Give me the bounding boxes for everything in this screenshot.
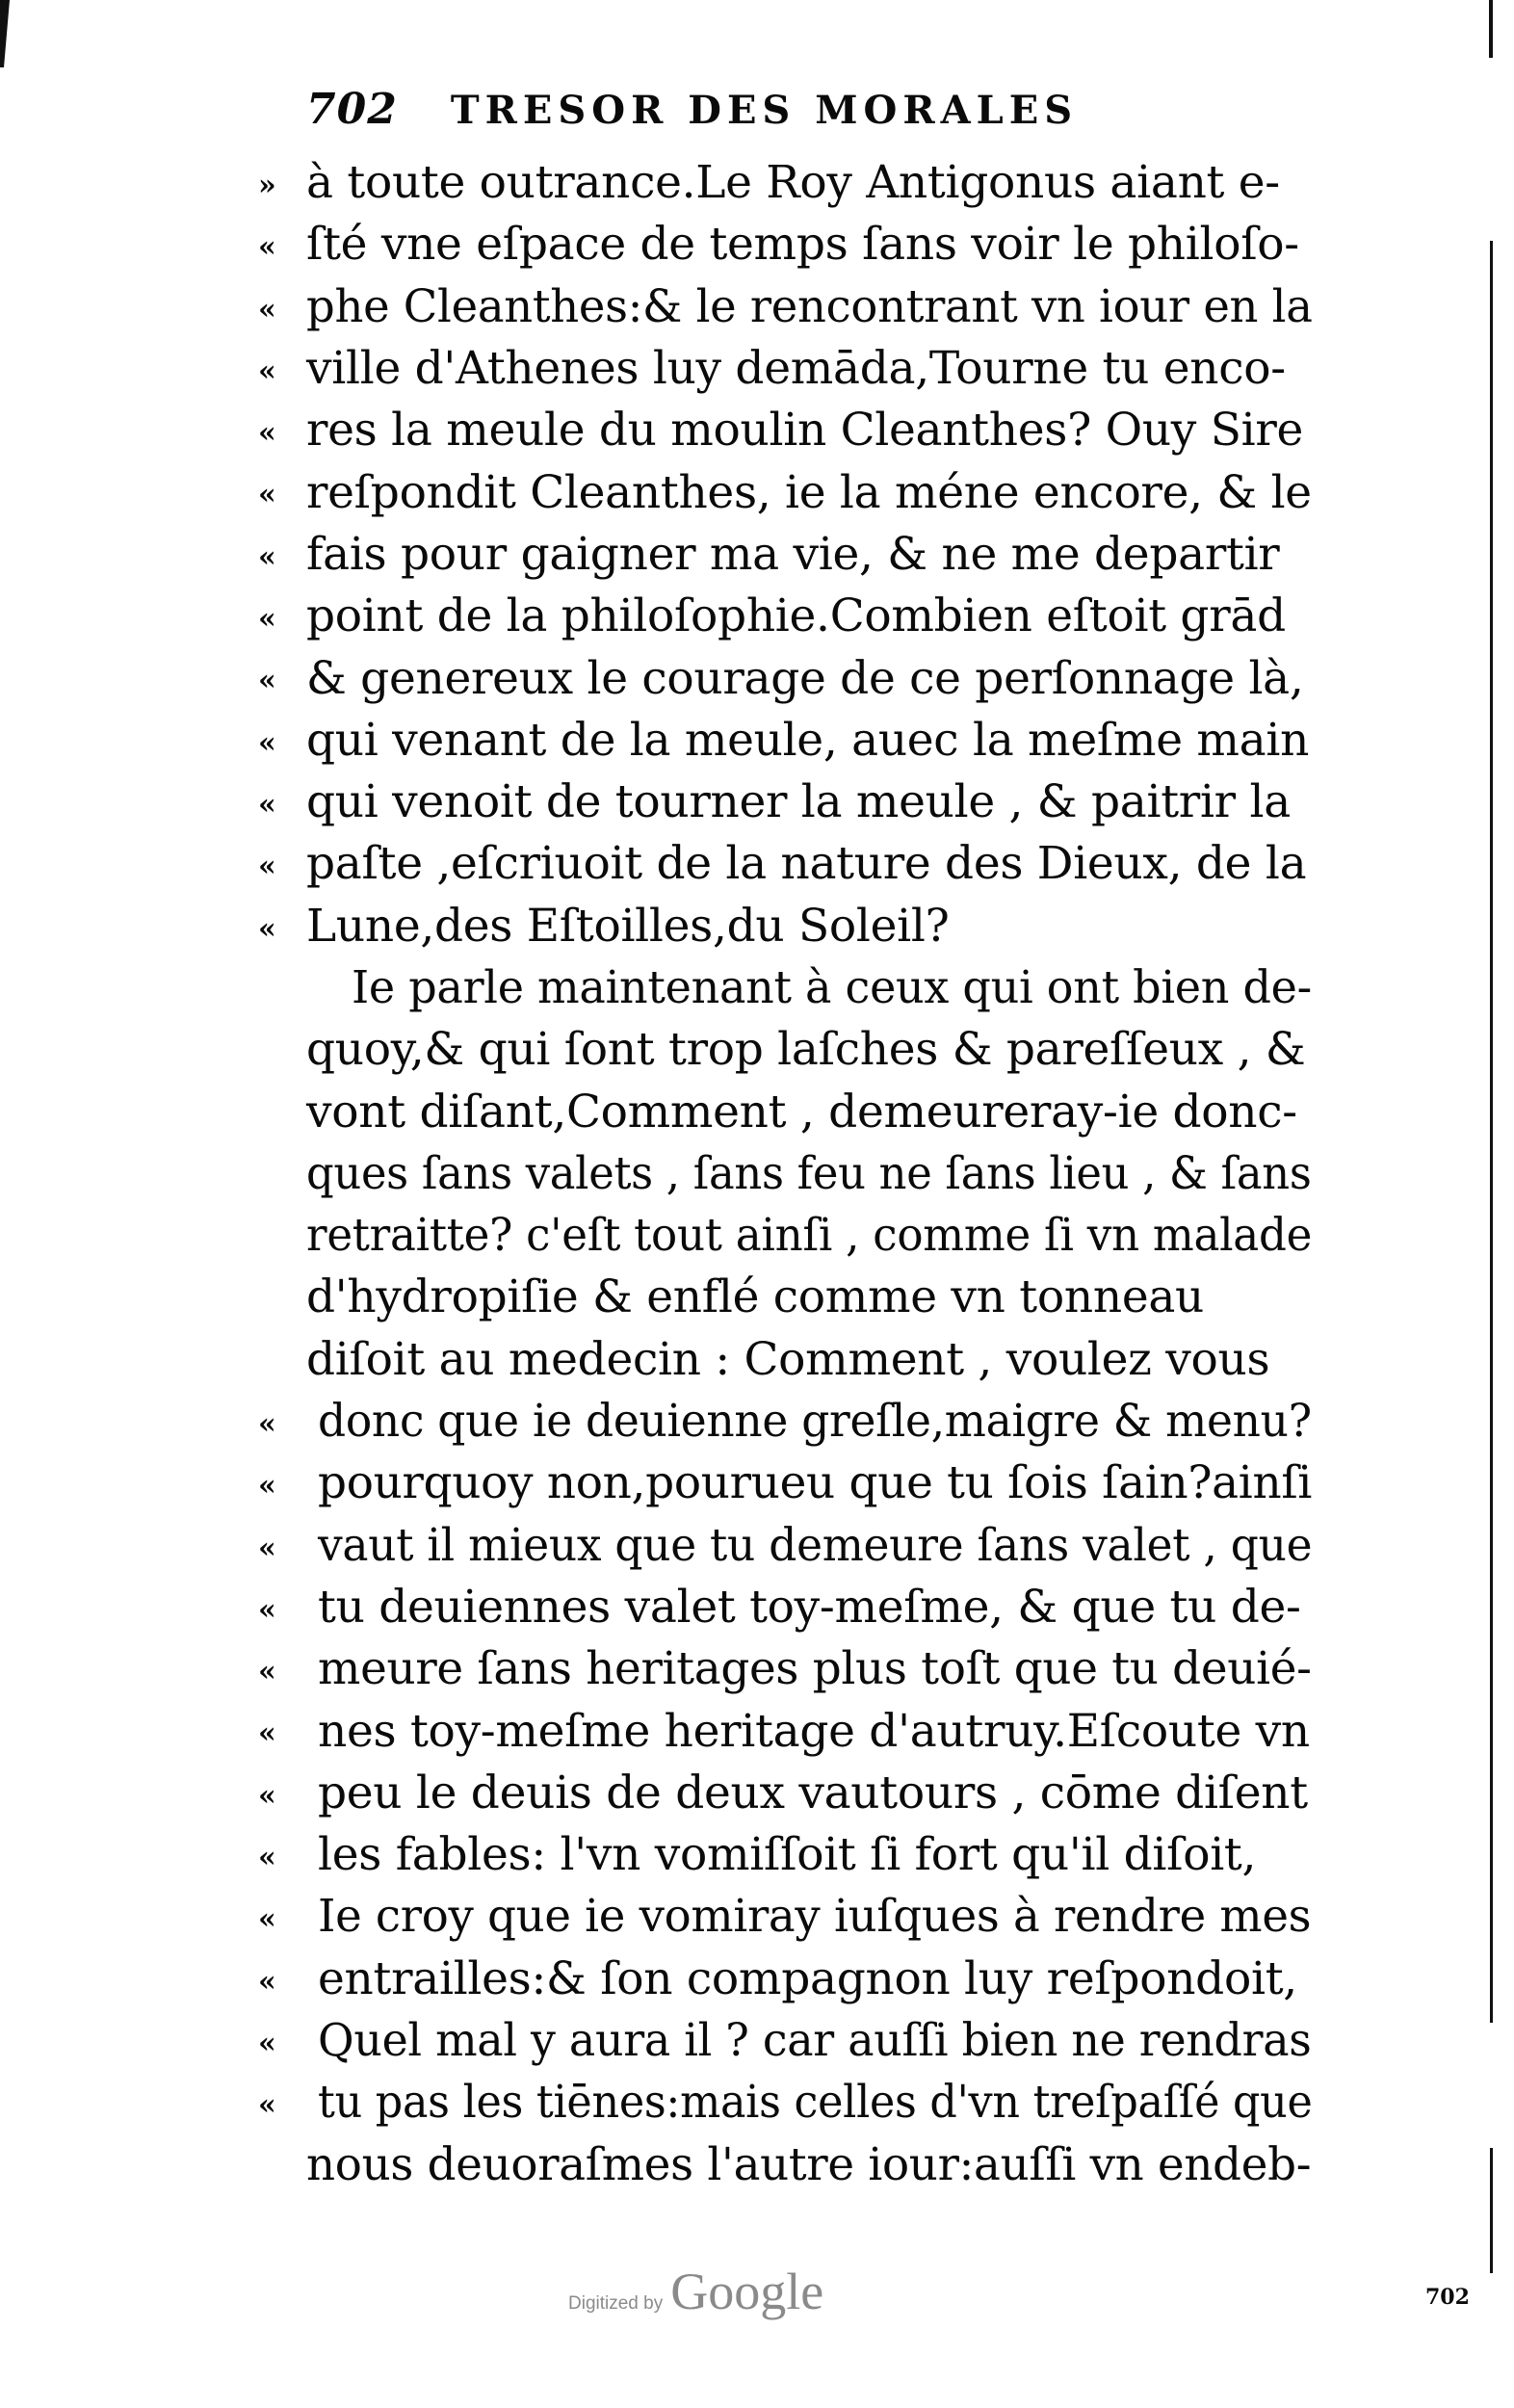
text-line — [0, 772, 1514, 833]
text-line — [0, 710, 1514, 772]
line-text: ville d'Athenes luy demāda,Tourne tu enco- — [306, 342, 1286, 396]
line-text: Ie parle maintenant à ceux qui ont bien de- — [352, 961, 1312, 1014]
quotation-marker: « — [258, 1841, 276, 1875]
running-title: TRESOR DES MORALES — [450, 88, 1079, 133]
line-text: à toute outrance.Le Roy Antigonus aiant e- — [306, 156, 1280, 210]
quotation-marker: « — [258, 539, 276, 574]
text-line — [0, 152, 1514, 214]
text-line — [0, 1763, 1514, 1824]
quotation-marker: « — [258, 850, 276, 884]
text-line — [0, 1638, 1514, 1700]
text-line — [0, 896, 1514, 957]
text-line — [0, 2010, 1514, 2072]
page-number: 702 — [306, 85, 398, 134]
line-text: tu deuiennes valet toy-meſme, & que tu de- — [318, 1580, 1301, 1634]
text-line — [0, 1391, 1514, 1453]
text-line — [0, 1453, 1514, 1514]
quotation-marker: « — [258, 353, 276, 388]
line-text: tu pas les tiēnes:mais celles d'vn treſpaſſé que — [318, 2076, 1313, 2130]
quotation-marker: « — [258, 787, 276, 822]
line-text: retraitte? c'eſt tout ainſi , comme ſi vn malade — [306, 1209, 1313, 1263]
line-text: nous deuoraſmes l'autre iour:auſſi vn endeb- — [306, 2137, 1312, 2191]
quotation-marker: « — [258, 230, 276, 265]
quotation-marker: « — [258, 2088, 276, 2123]
quotation-marker: « — [258, 1531, 276, 1565]
line-text: meure ſans heritages plus toſt que tu deuié- — [318, 1642, 1312, 1696]
quotation-marker: « — [258, 664, 276, 698]
quotation-marker: « — [258, 416, 276, 451]
quotation-marker: « — [258, 1964, 276, 1999]
quotation-marker: « — [258, 1655, 276, 1689]
text-line — [0, 461, 1514, 523]
text-line — [0, 1700, 1514, 1762]
text-line — [0, 2134, 1514, 2196]
text-line — [0, 1019, 1514, 1081]
line-text: point de la philoſophie.Combien eſtoit grād — [306, 589, 1286, 643]
text-line — [0, 1515, 1514, 1577]
line-text: vont diſant,Comment , demeureray-ie donc- — [306, 1085, 1297, 1139]
scan-edge-right-top — [1489, 0, 1493, 58]
line-text: donc que ie deuienne greſle,maigre & menu? — [318, 1395, 1312, 1449]
text-line — [0, 524, 1514, 586]
text-line — [0, 276, 1514, 338]
line-text: entrailles:& ſon compagnon luy reſpondoit, — [318, 1951, 1297, 2005]
line-text: vaut il mieux que tu demeure ſans valet , que — [318, 1518, 1313, 1572]
text-line — [0, 214, 1514, 275]
quotation-marker: « — [258, 1716, 276, 1751]
line-text: diſoit au medecin : Comment , voulez vous — [306, 1332, 1270, 1386]
line-text: d'hydropiſie & enflé comme vn tonneau — [306, 1270, 1205, 1324]
line-text: res la meule du moulin Cleanthes? Ouy Sire — [306, 404, 1304, 458]
text-line — [0, 2072, 1514, 2133]
line-text: phe Cleanthes:& le rencontrant vn iour en la — [306, 279, 1313, 333]
quotation-marker: « — [258, 478, 276, 512]
quotation-marker: » — [258, 169, 276, 202]
text-line — [0, 586, 1514, 647]
quotation-marker: « — [258, 602, 276, 637]
line-text: qui venant de la meule, auec la meſme main — [306, 713, 1310, 767]
line-text: ſté vne eſpace de temps ſans voir le philoſo- — [306, 218, 1299, 272]
line-text: quoy,& qui ſont trop laſches & pareſſeux , & — [306, 1023, 1306, 1077]
text-line — [0, 833, 1514, 895]
quotation-marker: « — [258, 1406, 276, 1441]
digitized-by-label: Digitized by — [568, 2293, 664, 2314]
line-text: paſte ,eſcriuoit de la nature des Dieux, de la — [306, 837, 1307, 891]
line-text: nes toy-meſme heritage d'autruy.Eſcoute vn — [318, 1704, 1310, 1758]
text-line — [0, 1267, 1514, 1328]
line-text: Lune,des Eſtoilles,du Soleil? — [306, 899, 950, 953]
text-line — [0, 1205, 1514, 1267]
quotation-marker: « — [258, 1902, 276, 1937]
text-line — [0, 957, 1514, 1019]
quotation-marker: « — [258, 911, 276, 946]
line-text: fais pour gaigner ma vie, & ne me departir — [306, 527, 1280, 581]
text-line — [0, 1824, 1514, 1886]
quotation-marker: « — [258, 1469, 276, 1504]
line-text: Quel mal y aura il ? car auſſi bien ne rendras — [318, 2014, 1312, 2068]
line-text: Ie croy que ie vomiray iuſques à rendre mes — [318, 1890, 1312, 1944]
line-text: peu le deuis de deux vautours , cōme diſent — [318, 1766, 1308, 1819]
google-logo: Google — [670, 2263, 824, 2320]
text-line — [0, 1949, 1514, 2010]
quotation-marker: « — [258, 2026, 276, 2060]
text-line — [0, 338, 1514, 400]
line-text: les fables: l'vn vomiſſoit ſi fort qu'il diſoit, — [318, 1828, 1257, 1882]
quotation-marker: « — [258, 1778, 276, 1813]
body-text — [0, 152, 1514, 2196]
line-text: reſpondit Cleanthes, ie la méne encore, & le — [306, 465, 1312, 519]
text-line — [0, 1886, 1514, 1948]
text-line — [0, 647, 1514, 709]
text-line — [0, 1081, 1514, 1142]
line-text: ques ſans valets , ſans feu ne ſans lieu , & ſans — [306, 1146, 1312, 1200]
line-text: & genereux le courage de ce perſonnage là, — [306, 651, 1304, 705]
quotation-marker: « — [258, 292, 276, 327]
text-line — [0, 1143, 1514, 1205]
digitized-footer — [568, 2262, 823, 2321]
line-text: pourquoy non,pourueu que tu ſois ſain?ainſi — [318, 1456, 1313, 1510]
line-text: qui venoit de tourner la meule , & paitrir la — [306, 775, 1291, 829]
text-line — [0, 1577, 1514, 1638]
text-line — [0, 400, 1514, 461]
quotation-marker: « — [258, 1592, 276, 1627]
scan-edge-left — [0, 0, 10, 67]
text-line — [0, 1329, 1514, 1391]
quotation-marker: « — [258, 725, 276, 760]
page-header — [306, 85, 1221, 152]
corner-page-mark: 702 — [1425, 2285, 1470, 2310]
